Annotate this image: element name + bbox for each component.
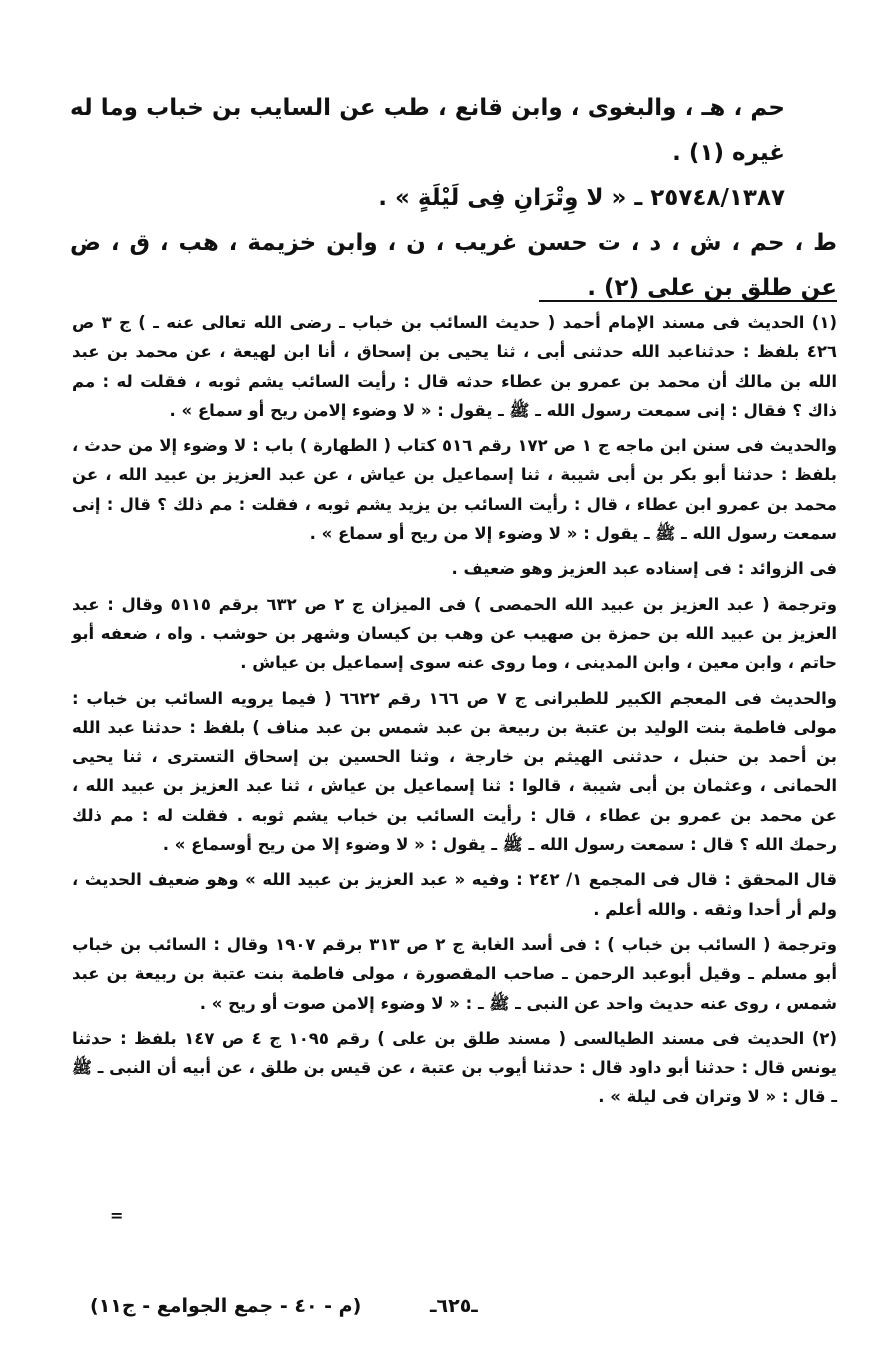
margin-marker: = [110,1206,124,1225]
page-footer [0,1295,885,1325]
page-number: ـ٦٢٥ـ [430,1295,478,1317]
footnote-paragraph: فى الزوائد : فى إسناده عبد العزيز وهو ضعيف . [451,559,837,579]
footnote-paragraph: وترجمة ( عبد العزيز بن عبيد الله الحمصى ) فى الميزان ج ٢ ص ٦٣٢ برقم ٥١١٥ وقال : عبد العزيز بن عبيد الله بن حمزة بن صهيب عن وهب بن كيسان وشهر بن حوشب . واه ، ضعفه أبو حاتم ، وابن معين ، وابن المدينى ، وما روى عنه سوى إسماعيل بن عياش . [72,594,837,673]
main-text-block [70,86,837,311]
footnotes-block [72,308,837,1112]
footnote-paragraph: (٢) الحديث فى مسند الطيالسى ( مسند طلق بن على ) رقم ١٠٩٥ ج ٤ ص ١٤٧ بلفظ : حدثنا يونس قال : حدثنا أبو داود قال : حدثنا أيوب بن عتبة ، عن قيس بن طلق ، عن أبيه أن النبى ـ ﷺ ـ قال : « لا وتران فى ليلة » . [72,1028,837,1107]
footnote-paragraph: قال المحقق : قال فى المجمع ١/ ٢٤٢ : وفيه « عبد العزيز بن عبيد الله » وهو ضعيف الحديث ، ولم أر أحدا وثقه . والله أعلم . [72,870,837,919]
footnote-paragraph: والحديث فى سنن ابن ماجه ج ١ ص ١٧٢ رقم ٥١٦ كتاب ( الطهارة ) باب : لا وضوء إلا من حدث ، بلفظ : حدثنا أبو بكر بن أبى شيبة ، ثنا إسماعيل بن عياش ، عن عبد العزيز بن عبيد الله ، عن محمد بن عمرو ابن عطاء ، قال : رأيت السائب بن يزيد يشم ثوبه ، فقلت : مم ذلك ؟ قال : إنى سمعت رسول الله ـ ﷺ ـ يقول : « لا وضوء إلا من ريح أو سماع » . [72,436,838,544]
hadith-source-line: حم ، هـ ، والبغوى ، وابن قانع ، طب عن السايب بن خباب وما له غيره (١) . [70,95,785,166]
footnote-divider [539,300,837,302]
hadith-source-line: ط ، حم ، ش ، د ، ت حسن غريب ، ن ، وابن خزيمة ، هب ، ق ، ض عن طلق بن على (٢) . [70,230,837,301]
hadith-text: ٢٥٧٤٨/١٣٨٧ ـ « لا وِتْرَانِ فِى لَيْلَةٍ » . [378,185,785,211]
footnote-paragraph: (١) الحديث فى مسند الإمام أحمد ( حديث السائب بن خباب ـ رضى الله تعالى عنه ـ ) ج ٣ ص ٤٢٦ بلفظ : حدثناعبد الله حدثنى أبى ، ثنا يحيى بن إسحاق ، أنا ابن لهيعة ، عن محمد بن عبد الله بن مالك أن محمد بن عمرو بن عطاء حدثه قال : رأيت السائب يشم ثوبه ، فقلت له : مم ذاك ؟ فقال : إنى سمعت رسول الله ـ ﷺ ـ يقول : « لا وضوء إلامن ريح أو سماع » . [72,313,837,420]
footnote-paragraph: والحديث فى المعجم الكبير للطبرانى ج ٧ ص ١٦٦ رقم ٦٦٢٢ ( فيما يرويه السائب بن خباب : مولى فاطمة بنت الوليد بن عتبة بن ربيعة بن عبد شمس بن عبد مناف ) بلفظ : حدثنا عبد الله بن أحمد بن حنبل ، حدثنى الهيثم بن خارجة ، وثنا الحسين بن إسحاق التسترى ، ثنا يحيى الحمانى ، وعثمان بن أبى شيبة ، قالوا : ثنا إسماعيل بن عياش ، ثنا عبد العزيز بن عبيد الله ، عن محمد بن عمرو بن عطاء ، قال : رأيت السائب بن خباب يشم ثوبه . فقلت له : مم ذلك رحمك الله ؟ قال : سمعت رسول الله ـ ﷺ ـ يقول : « لا وضوء إلا من ريح أوسماع » . [72,688,838,855]
volume-signature: (م - ٤٠ - جمع الجوامع - ج١١) [90,1295,362,1317]
footnote-paragraph: وترجمة ( السائب بن خباب ) : فى أسد الغابة ج ٢ ص ٣١٣ برقم ١٩٠٧ وقال : السائب بن خباب أبو مسلم ـ وقيل أبوعبد الرحمن ـ صاحب المقصورة ، مولى فاطمة بنت عتبة بن ربيعة بن عبد شمس ، روى عنه حديث واحد عن النبى ـ ﷺ ـ : « لا وضوء إلامن صوت أو ريح » . [72,934,837,1013]
